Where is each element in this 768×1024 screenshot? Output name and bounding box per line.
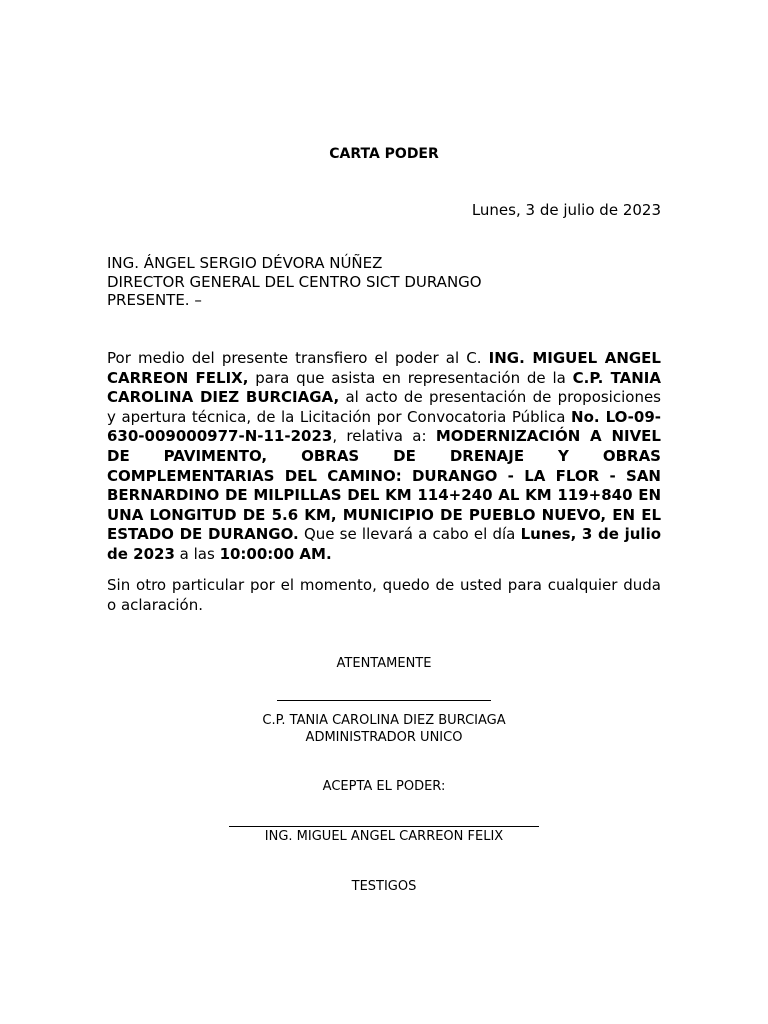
event-time: 10:00:00 AM. [219,544,332,563]
event-date: Lunes, 3 de julio de 2023 [107,525,662,563]
project-description: MODERNIZACIÓN A NIVEL DE PAVIMENTO, OBRAS DE DRENAJE Y OBRAS COMPLEMENTARIAS DEL CAMINO: DURANGO - LA FLOR - SAN BERNARDINO DE MILPILLAS DEL KM 114+240 AL KM 119+840 EN UNA LONGITUD DE 5.6 KM, MUNICIPIO DE PUEBLO NUEVO, EN EL ESTADO DE DURANGO. [107,427,661,544]
tender-number: No. LO-09-630-009000977-N-11-2023 [107,407,661,446]
body-paragraph-1 [107,349,661,565]
addressee-position: DIRECTOR GENERAL DEL CENTRO SICT DURANGO [107,272,482,291]
grantor-signature-role: ADMINISTRADOR UNICO [305,730,463,745]
witnesses-label: TESTIGOS [351,879,417,894]
grantor-name: C.P. TANIA CAROLINA DIEZ BURCIAGA, [107,368,661,407]
document-date: Lunes, 3 de julio de 2023 [471,201,661,219]
addressee-name: ING. ÁNGEL SERGIO DÉVORA NÚÑEZ [107,254,383,272]
accept-label: ACEPTA EL PODER: [322,779,446,794]
addressee-greeting: PRESENTE. – [107,291,202,309]
closing-label: ATENTAMENTE [336,656,432,671]
body-text: Que se llevará a cabo el día [298,525,521,544]
body-paragraph-2: Sin otro particular por el momento, quedo de usted para cualquier duda o aclaración. [107,576,661,614]
signature-line-grantor [0,689,768,706]
body-text: Por medio del presente transfiero el poder al C. [107,349,489,367]
grantor-signature-name: C.P. TANIA CAROLINA DIEZ BURCIAGA [262,713,506,728]
addressee-block [107,254,667,310]
body-text: , relativa a: [332,427,436,446]
proxy-name: ING. MIGUEL ANGEL CARREON FELIX, [107,349,661,387]
body-text: a las [174,544,220,563]
acceptor-signature-name: ING. MIGUEL ANGEL CARREON FELIX [264,829,504,844]
document-title: CARTA PODER [329,146,439,162]
body-text: para que asista en representación de la [248,368,573,387]
body-text: al acto de presentación de proposiciones y apertura técnica, de la Licitación por Convocatoria Pública [107,388,661,426]
grantor-signature-block [0,712,768,746]
